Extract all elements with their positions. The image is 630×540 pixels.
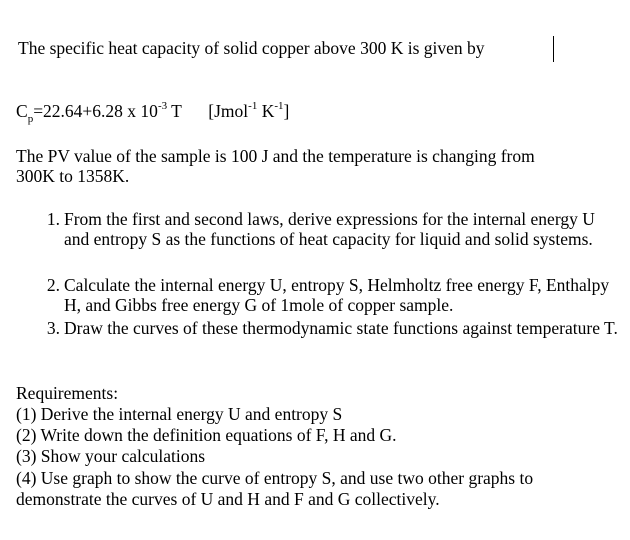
task-item-1 (40, 209, 620, 249)
formula-expr: =22.64+6.28 x 10 (33, 101, 158, 121)
requirement-4-line-2: demonstrate the curves of U and H and F and G collectively. (16, 489, 440, 509)
formula-units (208, 101, 289, 121)
requirement-2: (2) Write down the definition equations of F, H and G. (16, 425, 397, 445)
formula-t: T (167, 101, 182, 121)
formula-c: C (16, 101, 28, 121)
task-text: Calculate the internal energy U, entropy S, Helmholtz free energy F, Enthalpy H, and Gibbs free energy G of 1mole of copper sample. (64, 275, 610, 315)
requirements-heading: Requirements: (16, 383, 119, 403)
requirement-3: (3) Show your calculations (16, 446, 206, 466)
units-exp-2: -1 (274, 100, 284, 113)
formula-exponent: -3 (157, 100, 168, 113)
units-part-a: [Jmol (208, 101, 249, 121)
heat-capacity-formula (16, 100, 290, 125)
task-item-3 (40, 318, 620, 338)
units-part-end: ] (283, 101, 290, 121)
task-number: 3. (46, 318, 60, 338)
task-number: 2. (46, 275, 60, 295)
pv-text-line-1: The PV value of the sample is 100 J and the temperature is changing from (16, 146, 535, 166)
units-exp-1: -1 (248, 100, 258, 113)
intro-text: The specific heat capacity of solid copper above 300 K is given by (18, 38, 485, 58)
task-text: From the first and second laws, derive expressions for the internal energy U and entropy S as the functions of heat capacity for liquid and solid systems. (64, 209, 595, 249)
formula-c-sub: p (27, 112, 34, 125)
requirement-1: (1) Derive the internal energy U and entropy S (16, 404, 343, 424)
task-item-2 (40, 275, 620, 315)
task-number: 1. (46, 209, 60, 229)
requirement-4-line-1: (4) Use graph to show the curve of entropy S, and use two other graphs to (16, 468, 534, 488)
task-text: Draw the curves of these thermodynamic state functions against temperature T. (64, 318, 618, 338)
text-cursor (553, 36, 554, 62)
pv-text-line-2: 300K to 1358K. (16, 166, 130, 186)
units-part-k: K (257, 101, 275, 121)
